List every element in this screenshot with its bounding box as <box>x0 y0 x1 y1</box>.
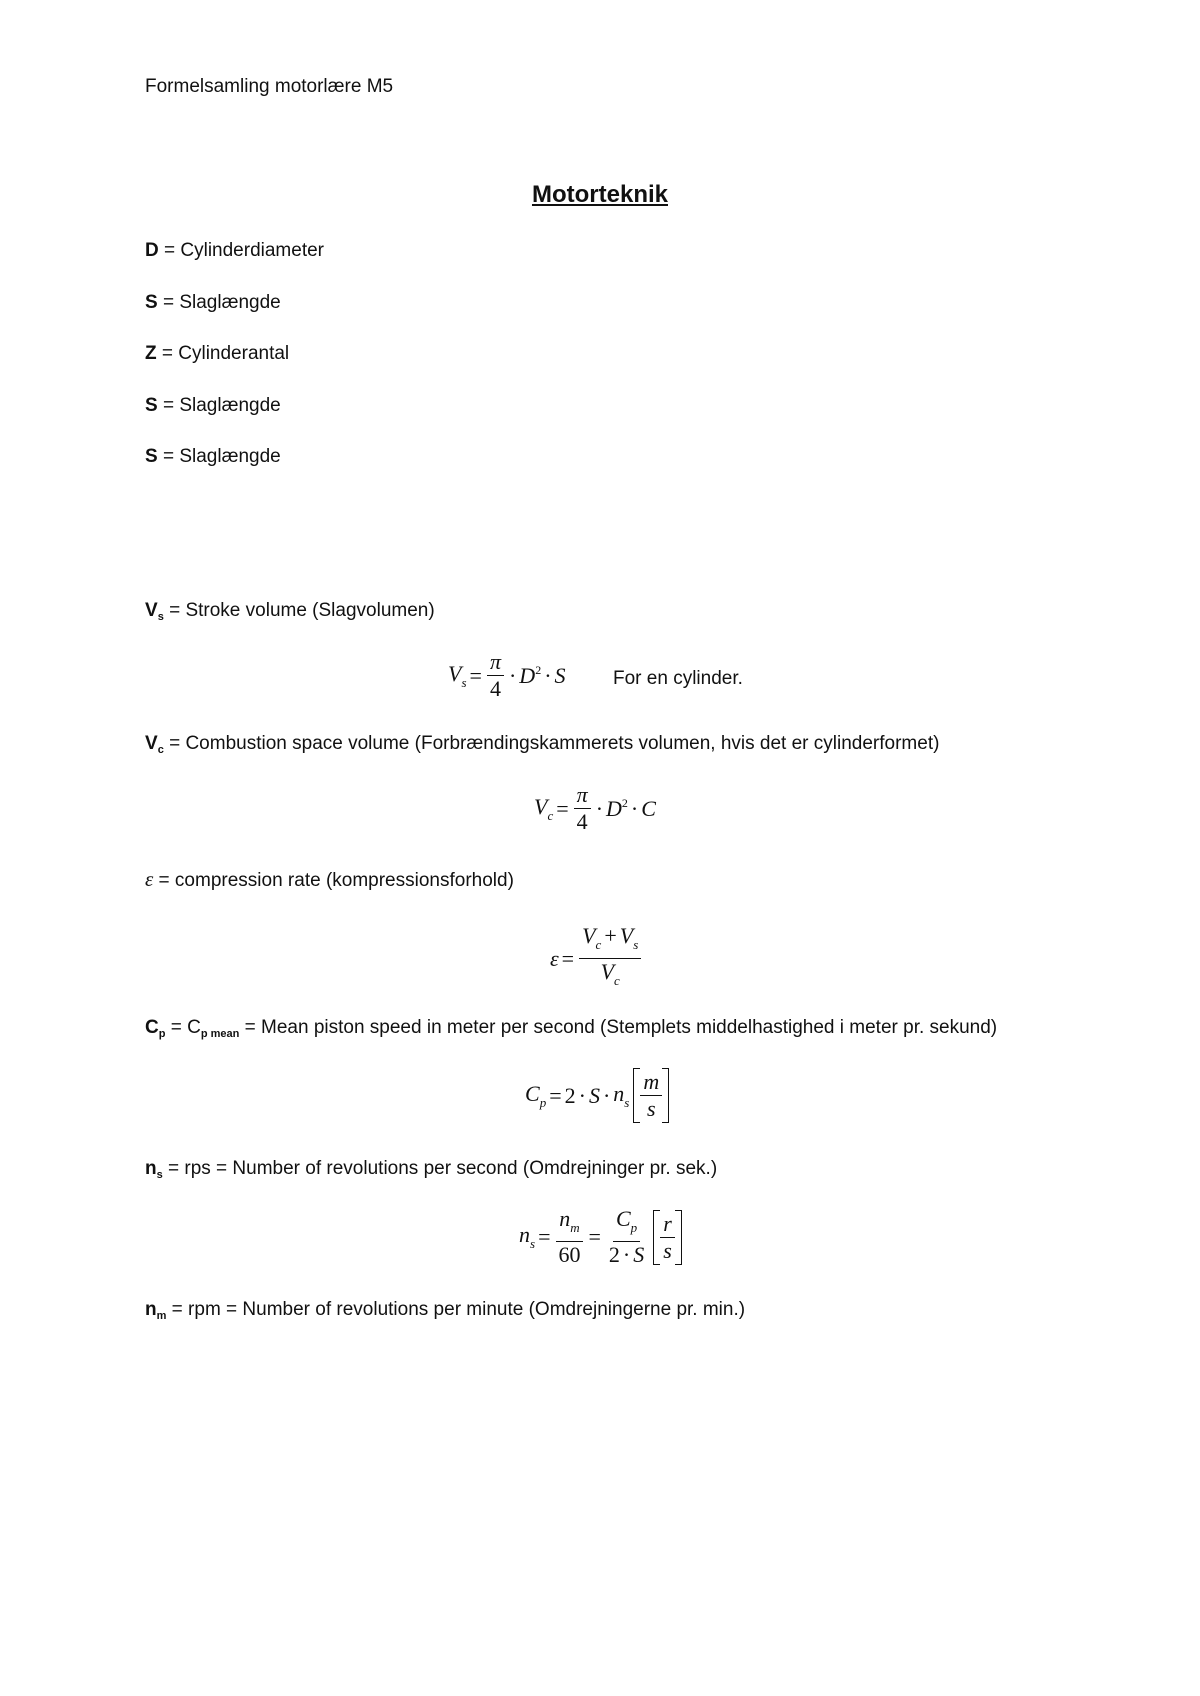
cp-mid: = C <box>165 1017 201 1038</box>
page-title: Motorteknik <box>531 181 668 208</box>
ns-formula: $n_s$ = $\frac{n_m}{60}$ = $\frac{C_p}{2 \cdot S}$ $\frac{r}{s}$ <box>519 1207 682 1267</box>
definition-symbol: S <box>145 292 158 313</box>
vc-formula: $V_c$ = $\frac{\pi}{4}$ · $D^2$ · C <box>534 782 656 834</box>
cp-text: = Mean piston speed in meter per second (Stemplets middelhastighed i meter pr. sekund) <box>239 1017 998 1038</box>
cp-definition <box>145 1017 997 1040</box>
definition-text: = Slaglængde <box>157 292 281 313</box>
page-header: Formelsamling motorlære M5 <box>145 76 394 97</box>
vs-formula: $V_s$ = $\frac{\pi}{4}$ · $D^2$ · S <box>448 649 566 701</box>
definition-text: = Slaglængde <box>157 446 281 467</box>
vc-symbol: V <box>145 733 158 754</box>
definition-symbol: Z <box>145 343 157 364</box>
eps-definition <box>145 867 514 892</box>
definition-symbol: S <box>145 446 158 467</box>
ns-subscript: s <box>156 1169 163 1181</box>
eps-symbol: ε <box>145 867 154 891</box>
vc-definition <box>145 733 939 756</box>
definition-text: = Slaglængde <box>157 395 281 416</box>
vs-definition <box>145 600 435 623</box>
definition-text: = Cylinderantal <box>156 343 290 364</box>
vs-subscript: s <box>157 611 164 623</box>
cp-symbol: C <box>145 1017 159 1038</box>
definition-row <box>145 292 281 314</box>
nm-definition <box>145 1299 745 1322</box>
definition-symbol: D <box>145 240 159 261</box>
definition-symbol: S <box>145 395 158 416</box>
ns-definition <box>145 1158 717 1181</box>
cp-subscript: p <box>158 1028 166 1040</box>
eps-text: = compression rate (kompressionsforhold) <box>153 870 514 891</box>
nm-symbol: n <box>145 1299 157 1320</box>
cp-subscript-mean: p mean <box>200 1028 240 1040</box>
eps-formula: ε = $\frac{V_c + V_s}{V_c}$ <box>550 924 643 993</box>
definition-row <box>145 395 281 417</box>
definition-row <box>145 240 324 262</box>
vc-subscript: c <box>157 744 164 756</box>
ns-symbol: n <box>145 1158 157 1179</box>
vs-note: For en cylinder. <box>613 668 743 689</box>
definition-text: = Cylinderdiameter <box>158 240 325 261</box>
vc-text: = Combustion space volume (Forbrændingskammerets volumen, hvis det er cylinderformet) <box>163 733 940 754</box>
vs-symbol: V <box>145 600 158 621</box>
ns-text: = rps = Number of revolutions per second (Omdrejninger pr. sek.) <box>162 1158 718 1179</box>
nm-text: = rpm = Number of revolutions per minute (Omdrejningerne pr. min.) <box>166 1299 746 1320</box>
nm-subscript: m <box>156 1310 167 1322</box>
cp-formula: $C_p$ = 2 · S · $n_s$ $\frac{m}{s}$ <box>525 1068 669 1123</box>
definition-row <box>145 343 289 365</box>
vs-text: = Stroke volume (Slagvolumen) <box>163 600 435 621</box>
definition-row <box>145 446 281 468</box>
